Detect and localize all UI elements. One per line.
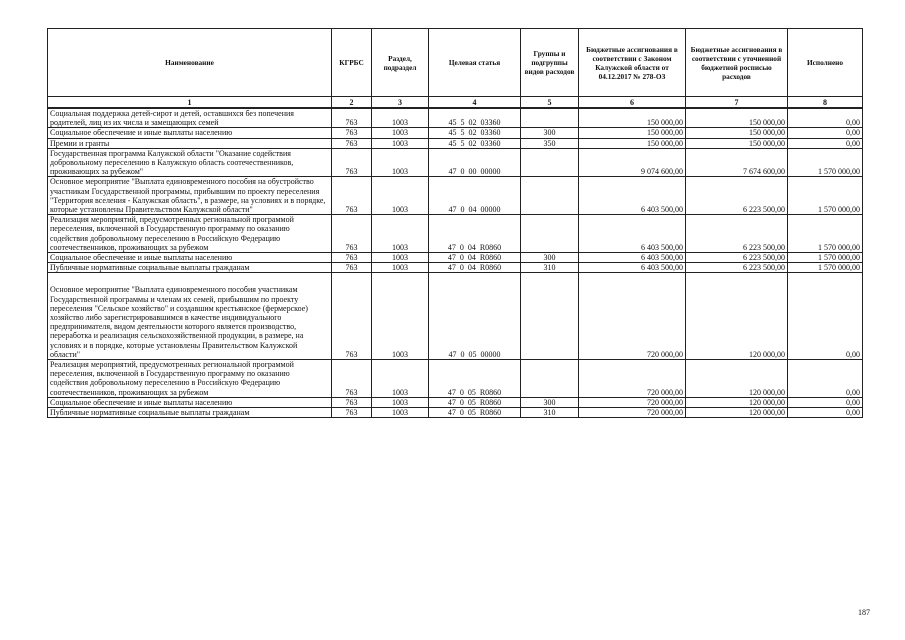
- row-section: 1003: [372, 253, 429, 263]
- row-kgrbs: 763: [332, 408, 372, 418]
- row-section: 1003: [372, 108, 429, 128]
- row-name: Публичные нормативные социальные выплаты гражданам: [48, 408, 332, 418]
- row-group: [521, 177, 579, 215]
- row-kgrbs: 763: [332, 138, 372, 148]
- row-law: 150 000,00: [579, 138, 686, 148]
- row-section: 1003: [372, 273, 429, 360]
- row-law: 720 000,00: [579, 273, 686, 360]
- row-group: 300: [521, 253, 579, 263]
- row-kgrbs: 763: [332, 263, 372, 273]
- row-kgrbs: 763: [332, 177, 372, 215]
- row-refined: 120 000,00: [686, 408, 788, 418]
- header-kgrbs: КГРБС: [332, 29, 372, 97]
- header-law: Бюджетные ассигнования в соответствии с Законом Калужской области от 04.12.2017 № 278-ОЗ: [579, 29, 686, 97]
- row-target: 45 5 02 03360: [429, 138, 521, 148]
- row-executed: 0,00: [788, 138, 863, 148]
- row-refined: 120 000,00: [686, 397, 788, 407]
- header-executed: Исполнено: [788, 29, 863, 97]
- row-section: 1003: [372, 177, 429, 215]
- row-executed: 0,00: [788, 108, 863, 128]
- table-row: [48, 128, 863, 138]
- header-target: Целевая статья: [429, 29, 521, 97]
- row-name: Социальная поддержка детей-сирот и детей, оставшихся без попечения родителей, лиц из их числа и замещающих семей: [48, 108, 332, 128]
- row-section: 1003: [372, 215, 429, 253]
- table-row: [48, 408, 863, 418]
- row-group: 300: [521, 397, 579, 407]
- column-number: 6: [579, 97, 686, 109]
- row-target: 47 0 04 00000: [429, 177, 521, 215]
- table-row: [48, 397, 863, 407]
- row-kgrbs: 763: [332, 128, 372, 138]
- table-row: [48, 177, 863, 215]
- row-target: 47 0 05 R0860: [429, 408, 521, 418]
- row-law: 720 000,00: [579, 397, 686, 407]
- row-target: 47 0 04 R0860: [429, 215, 521, 253]
- row-target: 45 5 02 03360: [429, 108, 521, 128]
- column-number: 2: [332, 97, 372, 109]
- row-target: 47 0 05 00000: [429, 273, 521, 360]
- row-law: 6 403 500,00: [579, 263, 686, 273]
- row-name: Социальное обеспечение и иные выплаты населению: [48, 397, 332, 407]
- row-group: [521, 215, 579, 253]
- table-row: [48, 263, 863, 273]
- row-kgrbs: 763: [332, 360, 372, 398]
- row-target: 45 5 02 03360: [429, 128, 521, 138]
- row-group: [521, 360, 579, 398]
- row-refined: 120 000,00: [686, 273, 788, 360]
- column-number: 1: [48, 97, 332, 109]
- row-section: 1003: [372, 138, 429, 148]
- row-section: 1003: [372, 408, 429, 418]
- header-group: Группы и подгруппы видов расходов: [521, 29, 579, 97]
- table-row: [48, 215, 863, 253]
- row-target: 47 0 05 R0860: [429, 360, 521, 398]
- row-executed: 0,00: [788, 360, 863, 398]
- row-kgrbs: 763: [332, 253, 372, 263]
- row-group: 310: [521, 408, 579, 418]
- row-name: Основное мероприятие "Выплата единовременного пособия участникам Государственной программы и членам их семей, прибывшим по проекту переселения "Сельское хозяйство" и создавшим крестьянское (фермерское) хозяйство либо зарегистрировавшимся в качестве индивидуального предпринимателя, видом деятельности которого является производство, переработка и реализация сельскохозяйственной продукции, в размере, на условиях и в порядке, которые установлены Правительством Калужской области": [48, 273, 332, 360]
- row-executed: 0,00: [788, 408, 863, 418]
- row-section: 1003: [372, 360, 429, 398]
- row-target: 47 0 04 R0860: [429, 263, 521, 273]
- row-refined: 150 000,00: [686, 138, 788, 148]
- row-law: 720 000,00: [579, 408, 686, 418]
- row-section: 1003: [372, 397, 429, 407]
- row-group: [521, 108, 579, 128]
- table-row: [48, 253, 863, 263]
- row-name: Государственная программа Калужской области "Оказание содействия добровольному переселению в Калужскую область соотечественников, проживающих за рубежом": [48, 148, 332, 177]
- row-kgrbs: 763: [332, 148, 372, 177]
- row-executed: 1 570 000,00: [788, 253, 863, 263]
- row-section: 1003: [372, 128, 429, 138]
- row-target: 47 0 05 R0860: [429, 397, 521, 407]
- row-group: [521, 148, 579, 177]
- row-executed: 1 570 000,00: [788, 263, 863, 273]
- row-law: 720 000,00: [579, 360, 686, 398]
- header-name: Наименование: [48, 29, 332, 97]
- row-refined: 150 000,00: [686, 108, 788, 128]
- row-group: 300: [521, 128, 579, 138]
- row-refined: 120 000,00: [686, 360, 788, 398]
- column-number: 7: [686, 97, 788, 109]
- row-name: Социальное обеспечение и иные выплаты населению: [48, 253, 332, 263]
- row-law: 9 074 600,00: [579, 148, 686, 177]
- row-kgrbs: 763: [332, 273, 372, 360]
- row-law: 150 000,00: [579, 128, 686, 138]
- row-kgrbs: 763: [332, 215, 372, 253]
- header-row: [48, 29, 863, 97]
- row-group: 310: [521, 263, 579, 273]
- table-row: [48, 148, 863, 177]
- row-section: 1003: [372, 263, 429, 273]
- row-executed: 1 570 000,00: [788, 215, 863, 253]
- row-name: Социальное обеспечение и иные выплаты населению: [48, 128, 332, 138]
- row-refined: 6 223 500,00: [686, 215, 788, 253]
- budget-table: [47, 28, 863, 418]
- page-number: 187: [858, 608, 870, 617]
- row-group: [521, 273, 579, 360]
- row-target: 47 0 04 R0860: [429, 253, 521, 263]
- table-row: [48, 360, 863, 398]
- row-refined: 6 223 500,00: [686, 253, 788, 263]
- row-refined: 7 674 600,00: [686, 148, 788, 177]
- row-name: Реализация мероприятий, предусмотренных региональной программой переселения, включенной в Государственную программу по оказанию содействия добровольному переселению в Российскую Федерацию соотечественников, проживающих за рубежом: [48, 360, 332, 398]
- row-refined: 6 223 500,00: [686, 177, 788, 215]
- row-executed: 0,00: [788, 128, 863, 138]
- row-name: Публичные нормативные социальные выплаты гражданам: [48, 263, 332, 273]
- row-kgrbs: 763: [332, 108, 372, 128]
- row-law: 150 000,00: [579, 108, 686, 128]
- row-name: Реализация мероприятий, предусмотренных региональной программой переселения, включенной в Государственную программу по оказанию содействия добровольному переселению в Российскую Федерацию соотечественников, проживающих за рубежом: [48, 215, 332, 253]
- header-section: Раздел, подраздел: [372, 29, 429, 97]
- table-row: [48, 138, 863, 148]
- row-law: 6 403 500,00: [579, 253, 686, 263]
- row-refined: 6 223 500,00: [686, 263, 788, 273]
- column-number: 5: [521, 97, 579, 109]
- column-number: 3: [372, 97, 429, 109]
- row-name: Премии и гранты: [48, 138, 332, 148]
- column-number-row: [48, 97, 863, 109]
- row-executed: 0,00: [788, 397, 863, 407]
- row-group: 350: [521, 138, 579, 148]
- row-law: 6 403 500,00: [579, 215, 686, 253]
- row-executed: 1 570 000,00: [788, 177, 863, 215]
- column-number: 4: [429, 97, 521, 109]
- row-kgrbs: 763: [332, 397, 372, 407]
- row-refined: 150 000,00: [686, 128, 788, 138]
- row-law: 6 403 500,00: [579, 177, 686, 215]
- row-name: Основное мероприятие "Выплата единовременного пособия на обустройство участникам Государственной программы, прибывшим по проекту переселения "Территория вселения - Калужская область", в размере, на условиях и в порядке, которые установлены Правительством Калужской области": [48, 177, 332, 215]
- row-target: 47 0 00 00000: [429, 148, 521, 177]
- table-row: [48, 108, 863, 128]
- table-row: [48, 273, 863, 360]
- column-number: 8: [788, 97, 863, 109]
- row-section: 1003: [372, 148, 429, 177]
- header-refined: Бюджетные ассигнования в соответствии с уточненной бюджетной росписью расходов: [686, 29, 788, 97]
- row-executed: 1 570 000,00: [788, 148, 863, 177]
- row-executed: 0,00: [788, 273, 863, 360]
